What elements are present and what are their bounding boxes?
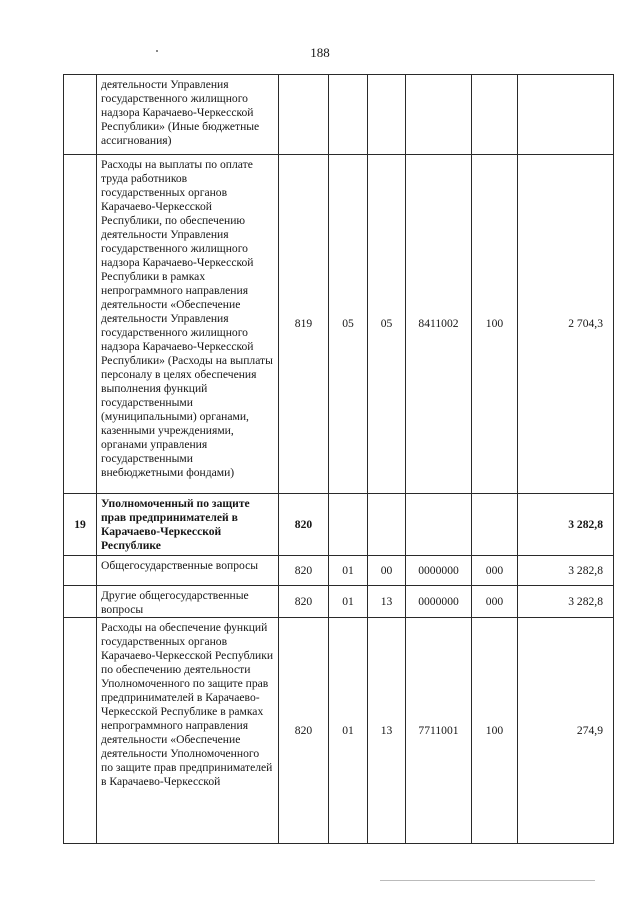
target-article-cell — [406, 75, 472, 155]
row-number-cell — [64, 586, 97, 618]
budget-table — [63, 74, 614, 844]
expense-name-cell: деятельности Управления государственного жилищного надзора Карачаево-Черкесской Республики» (Иные бюджетные ассигнования) — [97, 75, 279, 155]
table-row — [64, 618, 614, 844]
table-row — [64, 586, 614, 618]
row-number-cell: 19 — [64, 494, 97, 556]
ministry-code-cell: 820 — [279, 618, 329, 844]
amount-cell: 3 282,8 — [518, 556, 614, 586]
table-row — [64, 494, 614, 556]
ministry-code-cell: 819 — [279, 155, 329, 494]
amount-cell — [518, 75, 614, 155]
page-number: 188 — [310, 45, 330, 60]
expense-type-cell: 100 — [472, 155, 518, 494]
section-code-cell — [329, 75, 368, 155]
subsection-code-cell: 13 — [368, 586, 406, 618]
ministry-code-cell: 820 — [279, 494, 329, 556]
expense-type-cell: 000 — [472, 586, 518, 618]
row-number-cell — [64, 556, 97, 586]
target-article-cell: 8411002 — [406, 155, 472, 494]
subsection-code-cell: 00 — [368, 556, 406, 586]
target-article-cell — [406, 494, 472, 556]
target-article-cell: 7711001 — [406, 618, 472, 844]
table-row — [64, 556, 614, 586]
subsection-code-cell: 13 — [368, 618, 406, 844]
expense-type-cell: 100 — [472, 618, 518, 844]
section-code-cell: 01 — [329, 618, 368, 844]
table-row — [64, 75, 614, 155]
expense-name-cell: Другие общегосударственные вопросы — [97, 586, 279, 618]
ministry-code-cell: 820 — [279, 586, 329, 618]
row-number-cell — [64, 75, 97, 155]
amount-cell: 2 704,3 — [518, 155, 614, 494]
ministry-code-cell: 820 — [279, 556, 329, 586]
target-article-cell: 0000000 — [406, 586, 472, 618]
scan-mark — [156, 50, 158, 52]
subsection-code-cell: 05 — [368, 155, 406, 494]
row-number-cell — [64, 618, 97, 844]
amount-cell: 3 282,8 — [518, 494, 614, 556]
expense-type-cell — [472, 494, 518, 556]
section-code-cell: 01 — [329, 586, 368, 618]
expense-name-cell: Уполномоченный по защите прав предпринимателей в Карачаево-Черкесской Республике — [97, 494, 279, 556]
row-number-cell — [64, 155, 97, 494]
amount-cell: 3 282,8 — [518, 586, 614, 618]
expense-name-cell: Общегосударственные вопросы — [97, 556, 279, 586]
expense-type-cell: 000 — [472, 556, 518, 586]
target-article-cell: 0000000 — [406, 556, 472, 586]
amount-cell: 274,9 — [518, 618, 614, 844]
table-row — [64, 155, 614, 494]
subsection-code-cell — [368, 75, 406, 155]
ministry-code-cell — [279, 75, 329, 155]
scan-mark — [380, 880, 595, 881]
expense-type-cell — [472, 75, 518, 155]
expense-name-cell: Расходы на выплаты по оплате труда работников государственных органов Карачаево-Черкесской Республики, по обеспечению деятельности Управления государственного жилищного надзора Карачаево-Черкесской Республики в рамках непрограммного направления деятельности «Обеспечение деятельности Управления государственного жилищного надзора Карачаево-Черкесской Республики» (Расходы на выплаты персоналу в целях обеспечения выполнения функций государственными (муниципальными) органами, казенными учреждениями, органами управления государственными внебюджетными фондами) — [97, 155, 279, 494]
section-code-cell: 01 — [329, 556, 368, 586]
section-code-cell — [329, 494, 368, 556]
section-code-cell: 05 — [329, 155, 368, 494]
subsection-code-cell — [368, 494, 406, 556]
expense-name-cell: Расходы на обеспечение функций государственных органов Карачаево-Черкесской Республики по обеспечению деятельности Уполномоченного по защите прав предпринимателей в Карачаево-Черкесской Республике в рамках непрограммного направления деятельности «Обеспечение деятельности Уполномоченного по защите прав предпринимателей в Карачаево-Черкесской — [97, 618, 279, 844]
